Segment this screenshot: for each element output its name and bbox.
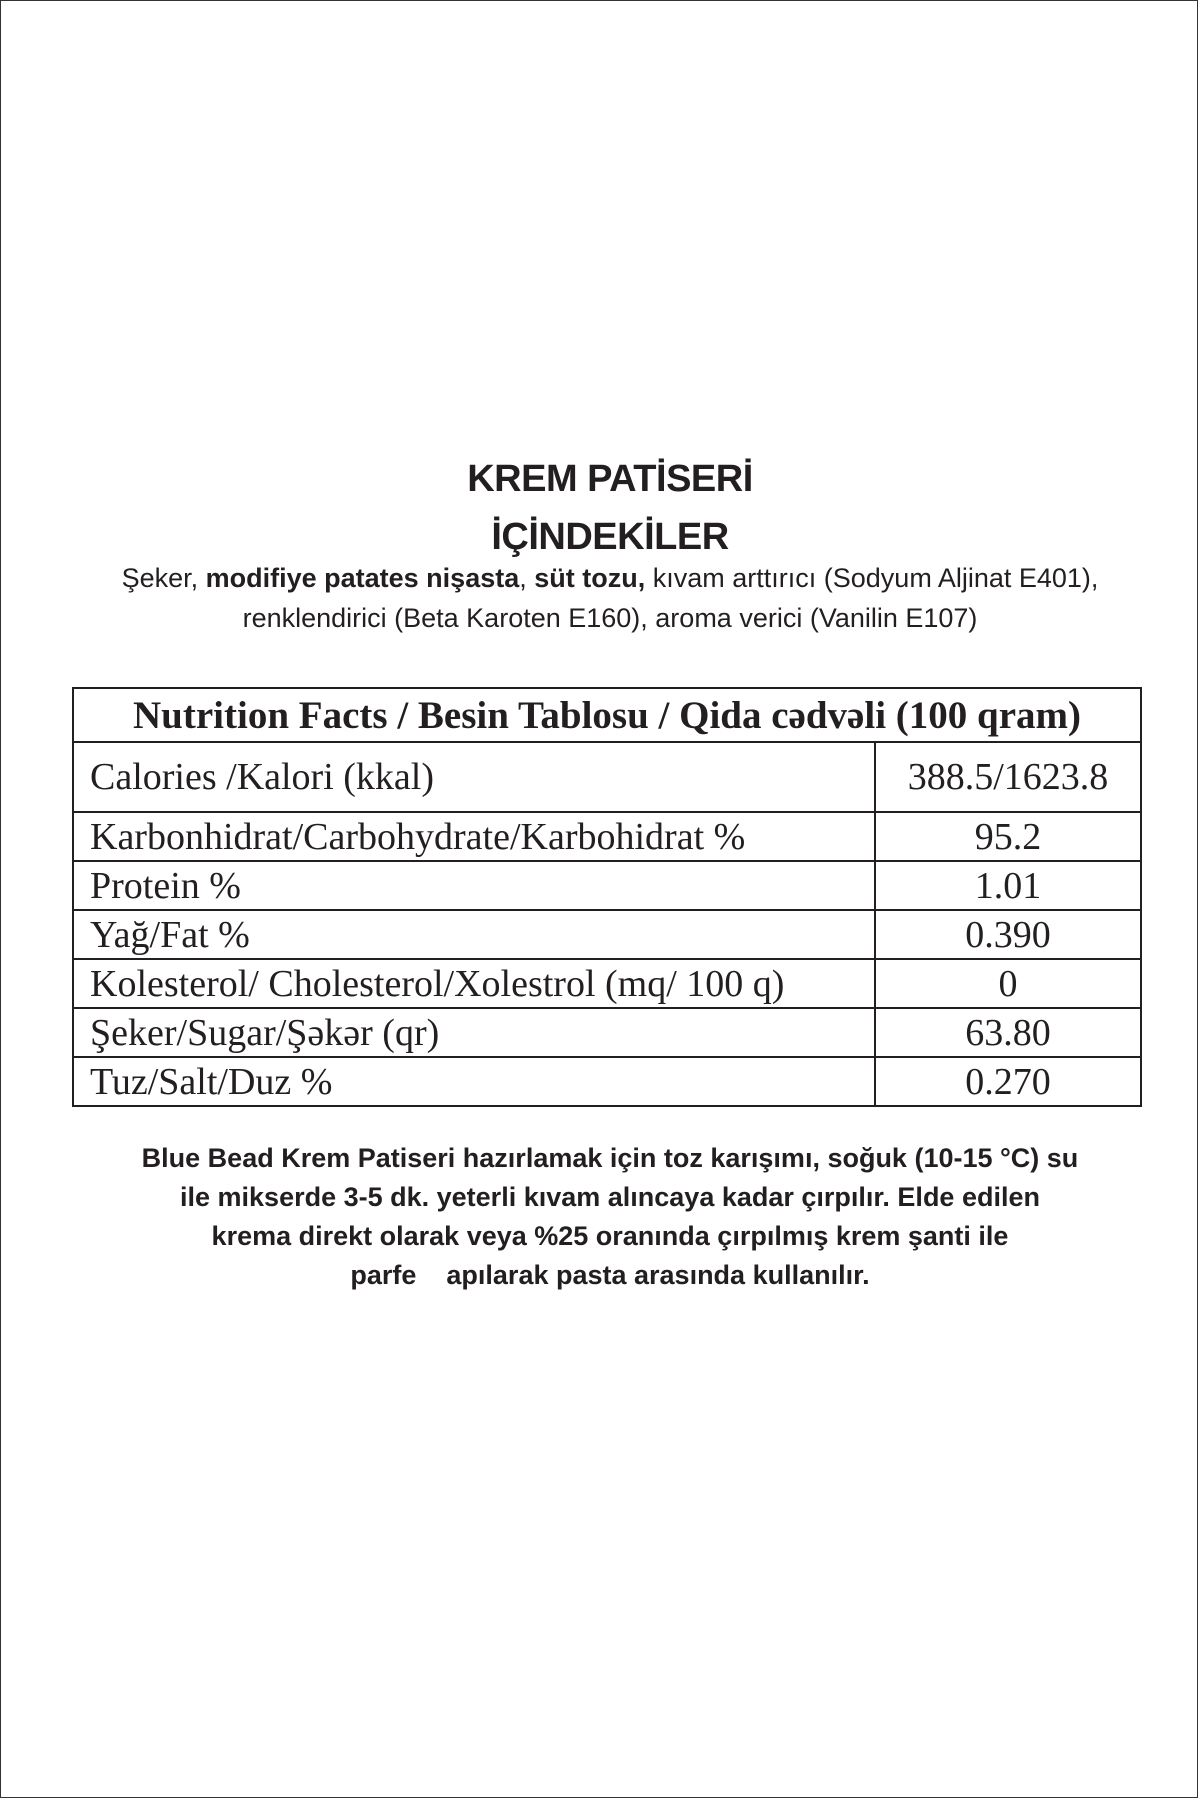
nutrient-label: Kolesterol/ Cholesterol/Xolestrol (mq/ 100 q): [73, 959, 875, 1008]
nutrient-value: 1.01: [875, 861, 1141, 910]
ingredient-sugar: Şeker,: [121, 563, 206, 593]
table-row: [73, 861, 1141, 910]
nutrient-value: 0.390: [875, 910, 1141, 959]
nutrition-header: Nutrition Facts / Besin Tablosu / Qida cədvəli (100 qram): [73, 688, 1141, 742]
nutrient-value: 0: [875, 959, 1141, 1008]
table-row: [73, 959, 1141, 1008]
preparation-line: Blue Bead Krem Patiseri hazırlamak için toz karışımı, soğuk (10-15 °C) su: [141, 1143, 1079, 1173]
nutrition-header-row: [73, 688, 1141, 742]
ingredient-additives: kıvam arttırıcı (Sodyum Aljinat E401), renklendirici (Beta Karoten E160), aroma verici (Vanilin E107): [242, 563, 1099, 633]
preparation-line: ile mikserde 3-5 dk. yeterli kıvam alıncaya kadar çırpılır. Elde edilen: [180, 1182, 1040, 1212]
nutrient-value: 95.2: [875, 812, 1141, 861]
ingredient-separator: ,: [519, 563, 535, 593]
table-row: [73, 1008, 1141, 1057]
nutrient-label: Tuz/Salt/Duz %: [73, 1057, 875, 1106]
nutrient-label: Protein %: [73, 861, 875, 910]
nutrient-label: Yağ/Fat %: [73, 910, 875, 959]
nutrient-value: 0.270: [875, 1057, 1141, 1106]
ingredient-starch: modifiye patates nişasta: [205, 563, 520, 593]
product-title: KREM PATİSERİ: [467, 458, 753, 500]
nutrient-label: Calories /Kalori (kkal): [73, 742, 875, 812]
table-row: [73, 742, 1141, 812]
table-row: [73, 910, 1141, 959]
nutrient-value: 63.80: [875, 1008, 1141, 1057]
nutrition-table: [72, 687, 1142, 1107]
ingredients-heading: İÇİNDEKİLER: [491, 516, 729, 558]
table-row: [73, 1057, 1141, 1106]
nutrient-label: Karbonhidrat/Carbohydrate/Karbohidrat %: [73, 812, 875, 861]
preparation-instructions: [80, 1139, 1140, 1295]
nutrient-label: Şeker/Sugar/Şəkər (qr): [73, 1008, 875, 1057]
preparation-line: krema direkt olarak veya %25 oranında çırpılmış krem şanti ile: [211, 1221, 1009, 1251]
preparation-line: parfe apılarak pasta arasında kullanılır.: [350, 1260, 870, 1290]
nutrient-value: 388.5/1623.8: [875, 742, 1141, 812]
ingredient-milk-powder: süt tozu,: [534, 563, 646, 593]
ingredients-text: [110, 558, 1110, 638]
table-row: [73, 812, 1141, 861]
